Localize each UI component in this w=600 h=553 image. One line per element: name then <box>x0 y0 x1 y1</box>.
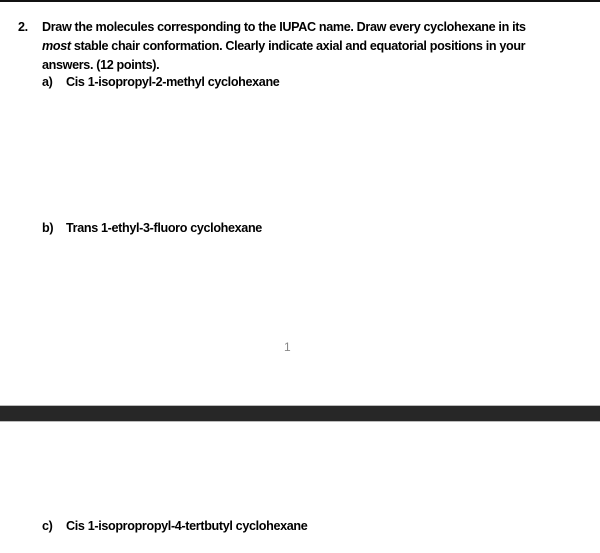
part-a-text: Cis 1-isopropyl-2-methyl cyclohexane <box>66 75 280 89</box>
question-line-2 <box>42 37 525 56</box>
question-line-3: answers. (12 points). <box>42 58 160 72</box>
part-b-label: b) <box>42 221 54 235</box>
part-c-text: Cis 1-isopropropyl-4-tertbutyl cyclohexane <box>66 519 308 533</box>
question-line-1: Draw the molecules corresponding to the IUPAC name. Draw every cyclohexane in its <box>42 20 526 34</box>
page-number: 1 <box>284 340 291 354</box>
top-border <box>0 0 600 2</box>
page-break-bar <box>0 405 600 422</box>
part-a-label: a) <box>42 75 53 89</box>
part-b-text: Trans 1-ethyl-3-fluoro cyclohexane <box>66 221 262 235</box>
question-line-2-text: stable chair conformation. Clearly indicate axial and equatorial positions in your <box>73 39 526 53</box>
emphasis-most: most <box>42 39 71 53</box>
part-c-label: c) <box>42 519 53 533</box>
question-number: 2. <box>18 20 28 34</box>
